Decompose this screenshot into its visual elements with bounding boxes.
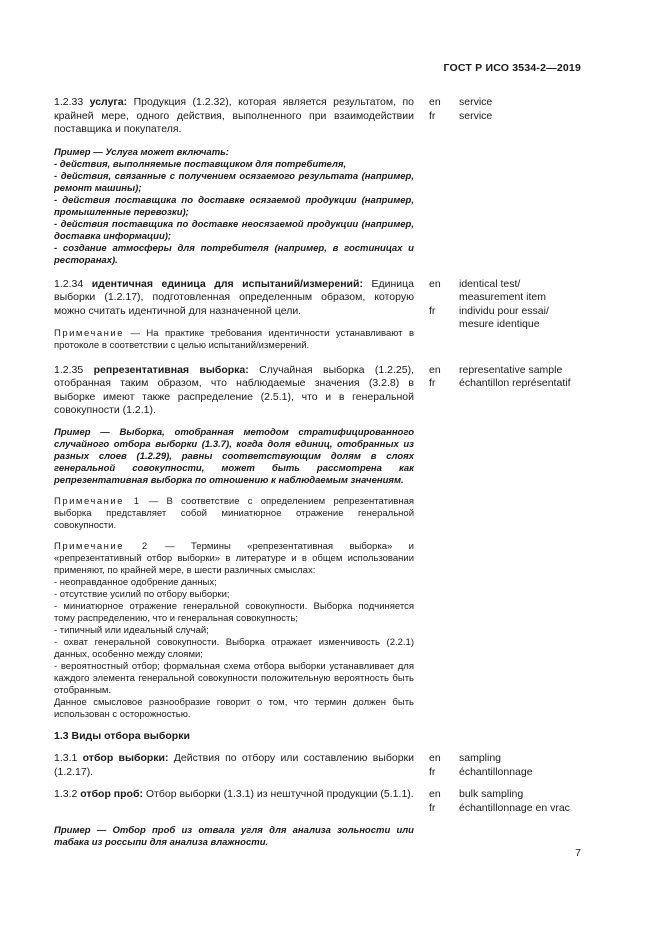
lang-en: en — [429, 752, 441, 764]
note-text: — На практике требования идентичности устанавливают в протоколе в соответствии с целью испытаний/измерений. — [54, 327, 414, 351]
note-closing: Данное смысловое разнообразие говорит о том, что термин должен быть использован с осторожностью. — [54, 696, 414, 720]
term-name: идентичная единица для испытаний/измерений: — [91, 277, 363, 290]
term-definition — [54, 752, 414, 779]
term-number: 1.2.35 — [54, 363, 84, 376]
lang-spacer — [429, 291, 459, 305]
term-definition-text: Случайная выборка (1.2.25), отобранная таким образом, что наблюдаемые значения (3.2.8) в выборке имеют также распределение (2.5.1), что и в генеральной совокупности (1.2.1). — [54, 363, 414, 416]
term-number: 1.3.2 — [54, 788, 78, 800]
term-entry-1-3-2 — [54, 788, 582, 815]
translation-fr: échantillonnage — [459, 765, 533, 778]
translations — [459, 96, 582, 123]
note-text: — Термины «репрезентативная выборка» и «репрезентативный отбор выборки» в литературе и в общем использовании применяют, по крайней мере, в шести различных смыслах: — [54, 540, 414, 576]
term-definition — [54, 364, 414, 418]
language-codes — [429, 364, 459, 391]
translation-fr-cont: mesure identique — [459, 318, 540, 330]
translations — [459, 278, 582, 332]
term-definition-text: Отбор выборки (1.3.1) из нештучной продукции (5.1.1). — [145, 788, 414, 800]
term-entry-1-3-1 — [54, 752, 582, 779]
term-definition — [54, 96, 414, 137]
example-line: - действия поставщика по доставке осязаемой продукции (например, промышленные перевозки); — [54, 194, 414, 218]
note-list-item: - вероятностный отбор; формальная схема отбора выборки устанавливает для каждого элемента генеральной совокупности положительную вероятность быть отобранным. — [54, 660, 414, 696]
translation-en: service — [459, 96, 493, 108]
example-line: Пример — Услуга может включать: — [54, 146, 229, 158]
translations — [459, 364, 582, 391]
page-number: 7 — [575, 847, 581, 859]
language-codes — [429, 752, 459, 779]
example-line: - создание атмосферы для потребителя (например, в гостиницах и ресторанах). — [54, 242, 414, 266]
lang-en: en — [429, 788, 441, 800]
note-label: Примечание — [54, 327, 124, 339]
note-1-2-34 — [54, 328, 414, 352]
term-name: репрезентативная выборка: — [93, 363, 249, 376]
term-name: услуга: — [89, 96, 128, 108]
term-definition — [54, 278, 414, 319]
term-definition-text: Действия по отбору или составлению выборки (1.2.17). — [54, 752, 414, 778]
term-number: 1.3.1 — [54, 752, 78, 764]
translation-en: sampling — [459, 752, 502, 764]
lang-en: en — [429, 277, 441, 290]
lang-fr: fr — [429, 304, 436, 317]
language-codes — [429, 278, 459, 319]
translation-en-cont: measurement item — [459, 291, 546, 303]
term-entry-1-2-35 — [54, 364, 582, 418]
term-number: 1.2.33 — [54, 96, 84, 108]
term-definition-text: Единица выборки (1.2.17), подготовленная определенным образом, которую можно считать идентичной для назначенной цели. — [54, 277, 414, 317]
translation-fr: échantillonnage en vrac — [459, 801, 570, 814]
note-list-item: - типичный или идеальный случай; — [54, 624, 209, 636]
example-1-3-2: Пример — Отбор проб из отвала угля для анализа зольности или табака из россыпи для анализа влажности. — [54, 825, 414, 848]
lang-fr: fr — [429, 765, 436, 778]
term-definition — [54, 788, 414, 802]
lang-en: en — [429, 363, 441, 376]
example-line: - действия, выполняемые поставщиком для потребителя, — [54, 158, 347, 170]
document-header: ГОСТ Р ИСО 3534-2—2019 — [443, 62, 581, 74]
example-line: - действия, связанные с получением осязаемого результата (например, ремонт машины); — [54, 170, 414, 194]
translation-fr: individu pour essai/ — [459, 304, 549, 317]
lang-en: en — [429, 96, 441, 108]
translation-fr: service — [459, 109, 493, 122]
translation-fr: échantillon représentatif — [459, 377, 571, 389]
language-codes — [429, 788, 459, 815]
note-list-item: - охват генеральной совокупности. Выборка отражает изменчивость (2.2.1) данных, особенно между слоями; — [54, 636, 414, 660]
example-1-2-33 — [54, 147, 414, 267]
note-text: — В соответствие с определением репрезентативная выборка представляет собой миниатюрное отражение генеральной совокупности. — [54, 495, 414, 531]
note-list-item: - отсутствие усилий по отбору выборки; — [54, 588, 230, 600]
note-label: Примечание 1 — [54, 495, 141, 507]
translation-en: bulk sampling — [459, 788, 524, 800]
note-label: Примечание 2 — [54, 540, 149, 552]
lang-fr: fr — [429, 377, 436, 389]
term-name: отбор выборки: — [82, 752, 169, 764]
term-entry-1-2-33 — [54, 96, 582, 137]
term-entry-1-2-34 — [54, 278, 582, 332]
note-list-item: - миниатюрное отражение генеральной совокупности. Выборка подчиняется тому распределению, что и генеральная совокупность; — [54, 600, 414, 624]
section-title-1-3: 1.3 Виды отбора выборки — [54, 729, 190, 742]
note-2-1-2-35 — [54, 541, 414, 721]
note-list-item: - неоправданное одобрение данных; — [54, 576, 217, 588]
lang-fr: fr — [429, 109, 436, 122]
lang-fr: fr — [429, 801, 436, 814]
term-name: отбор проб: — [80, 788, 143, 800]
document-body — [54, 96, 582, 849]
translations — [459, 788, 582, 815]
translation-en: representative sample — [459, 363, 563, 376]
note-1-1-2-35 — [54, 496, 414, 532]
translations — [459, 752, 582, 779]
term-definition-text: Продукция (1.2.32), которая является результатом, по крайней мере, одного действия, выполненного при взаимодействии поставщика и покупателя. — [54, 96, 414, 135]
translation-en: identical test/ — [459, 277, 521, 290]
example-line: - действия поставщика по доставке неосязаемой продукции (например, доставка информации); — [54, 218, 414, 242]
note-intro — [54, 541, 414, 577]
language-codes — [429, 96, 459, 123]
example-1-2-35: Пример — Выборка, отобранная методом стратифицированного случайного отбора выборки (1.3.7), когда доля единиц, отобранных из разных слоев (1.2.29), равны соответствующим долям в слоях генеральной совокупности, может быть рассмотрена как репрезентативная выборка по отношению к наблюдаемым значениям. — [54, 426, 414, 486]
term-number: 1.2.34 — [54, 277, 84, 290]
